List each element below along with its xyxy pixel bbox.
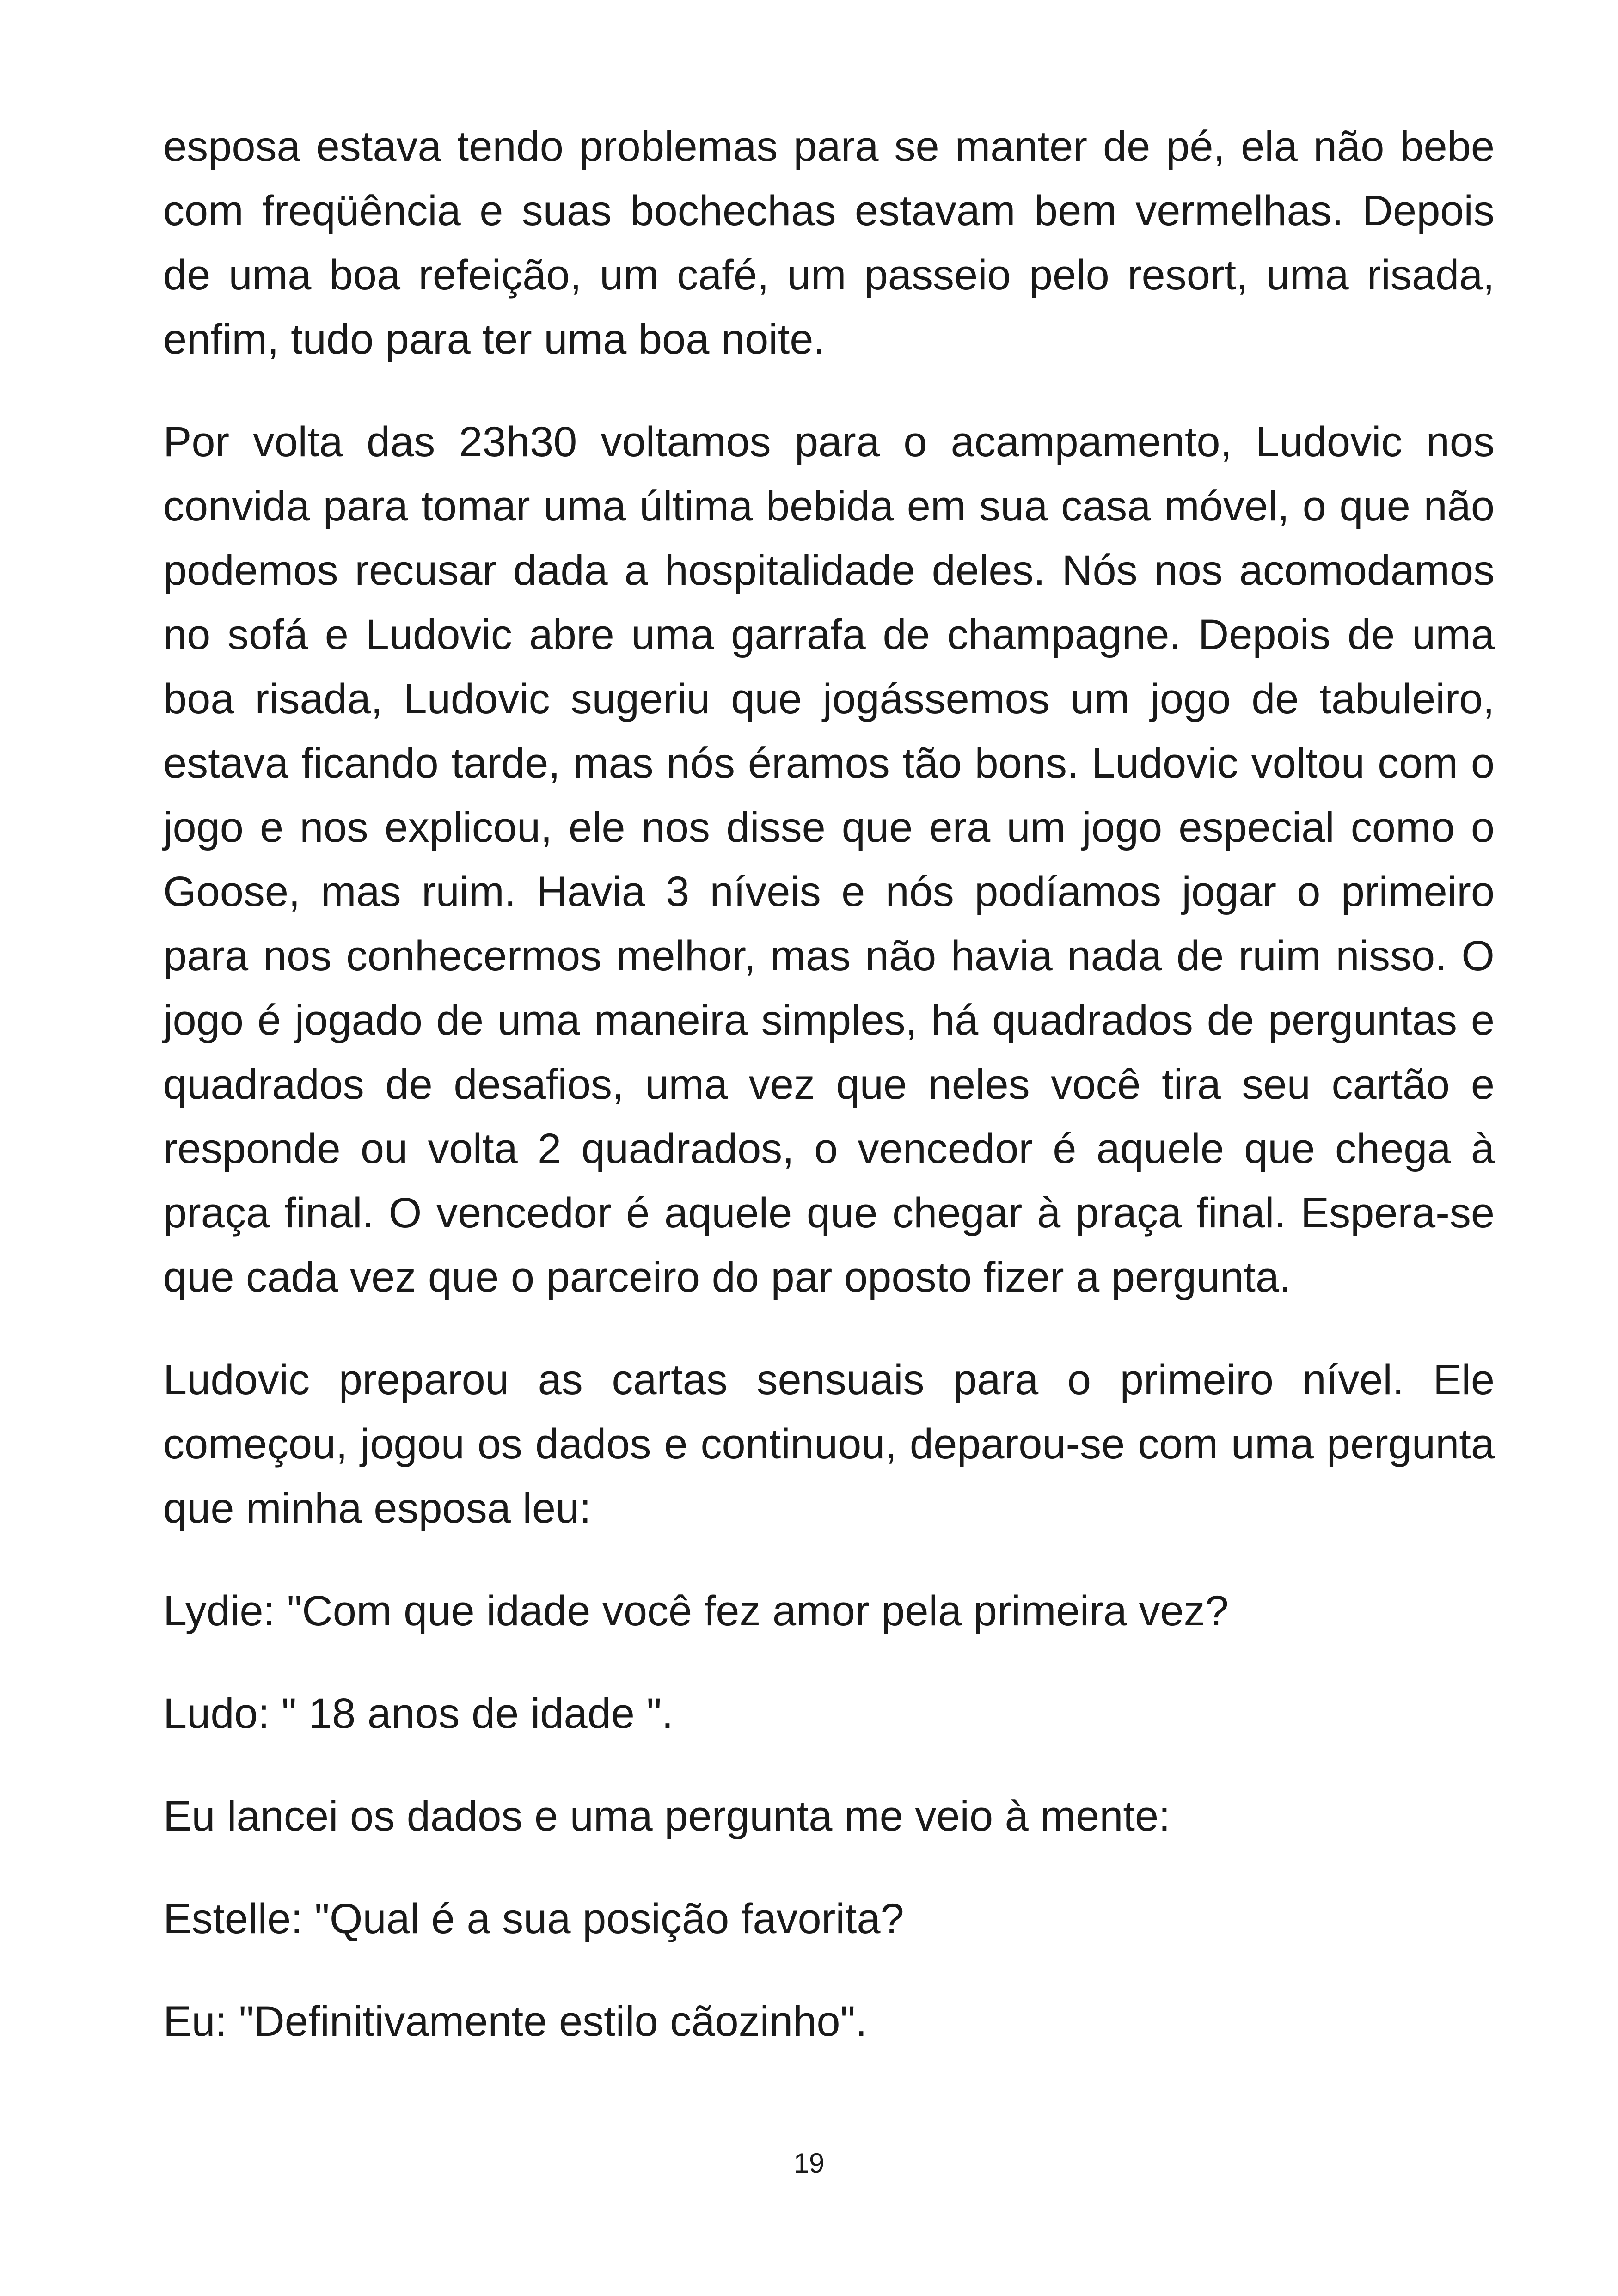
dialogue-estelle-question: Estelle: "Qual é a sua posição favorita? <box>163 1895 904 1942</box>
dialogue-lydie-question: Lydie: "Com que idade você fez amor pela primeira vez? <box>163 1587 1229 1635</box>
dialogue-ludo-answer: Ludo: " 18 anos de idade ". <box>163 1690 674 1737</box>
narration-dice: Eu lancei os dados e uma pergunta me veio à mente: <box>163 1793 1171 1840</box>
body-text <box>163 115 1495 2092</box>
paragraph-1: esposa estava tendo problemas para se manter de pé, ela não bebe com freqüência e suas bochechas estavam bem vermelhas. Depois de uma boa refeição, um café, um passeio pelo resort, uma risada, enfim, tudo para ter uma boa noite. <box>163 123 1495 363</box>
paragraph-3: Ludovic preparou as cartas sensuais para o primeiro nível. Ele começou, jogou os dados e continuou, deparou-se com uma pergunta que minha esposa leu: <box>163 1356 1495 1532</box>
paragraph-2: Por volta das 23h30 voltamos para o acampamento, Ludovic nos convida para tomar uma última bebida em sua casa móvel, o que não podemos recusar dada a hospitalidade deles. Nós nos acomodamos no sofá e Ludovic abre uma garrafa de champagne. Depois de uma boa risada, Ludovic sugeriu que jogássemos um jogo de tabuleiro, estava ficando tarde, mas nós éramos tão bons. Ludovic voltou com o jogo e nos explicou, ele nos disse que era um jogo especial como o Goose, mas ruim. Havia 3 níveis e nós podíamos jogar o primeiro para nos conhecermos melhor, mas não havia nada de ruim nisso. O jogo é jogado de uma maneira simples, há quadrados de perguntas e quadrados de desafios, uma vez que neles você tira seu cartão e responde ou volta 2 quadrados, o vencedor é aquele que chega à praça final. O vencedor é aquele que chegar à praça final. Espera-se que cada vez que o parceiro do par oposto fizer a pergunta. <box>163 418 1495 1301</box>
dialogue-eu-answer: Eu: "Definitivamente estilo cãozinho". <box>163 1998 867 2045</box>
page-number: 19 <box>793 2148 825 2179</box>
